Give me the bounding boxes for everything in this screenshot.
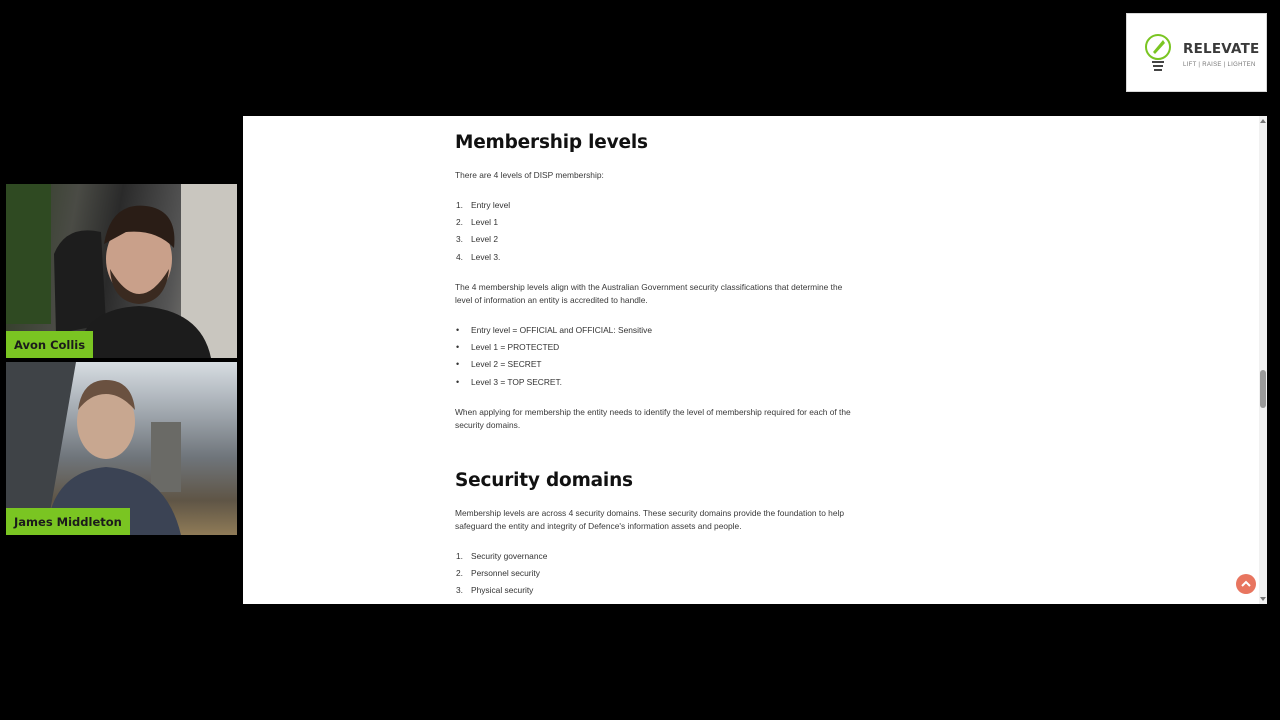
list-item: 1. Entry level bbox=[456, 200, 511, 210]
list-item: • Level 2 = SECRET bbox=[456, 359, 542, 369]
lightbulb-rocket-icon bbox=[1143, 32, 1177, 76]
chevron-up-icon bbox=[1236, 574, 1256, 594]
applying-text: When applying for membership the entity needs to identify the level of membership required for each of the security domains. bbox=[455, 407, 851, 430]
list-item: • Level 1 = PROTECTED bbox=[456, 342, 560, 352]
vertical-scrollbar[interactable] bbox=[1259, 116, 1267, 604]
participant-name-tag: Avon Collis bbox=[6, 331, 93, 358]
security-domains-heading: Security domains bbox=[455, 470, 633, 491]
bullet-icon: • bbox=[456, 342, 460, 352]
membership-intro: There are 4 levels of DISP membership: bbox=[455, 170, 604, 180]
relevate-logo bbox=[1126, 13, 1267, 92]
security-domains-intro: Membership levels are across 4 security domains. These security domains provide the foundation to help safeguard the entity and integrity of Defence's information assets and people. bbox=[455, 508, 845, 531]
participant-video-tile bbox=[6, 184, 237, 358]
logo-name: RELEVATE bbox=[1183, 41, 1260, 57]
logo-tagline: LIFT | RAISE | LIGHTEN bbox=[1183, 62, 1256, 68]
bullet-icon: • bbox=[456, 377, 460, 387]
list-item: 1. Security governance bbox=[456, 551, 548, 561]
participant-video-tile bbox=[6, 362, 237, 535]
list-item: • Level 3 = TOP SECRET. bbox=[456, 377, 563, 387]
list-item: 2. Personnel security bbox=[456, 568, 540, 578]
participant-name-tag: James Middleton bbox=[6, 508, 130, 535]
scroll-down-icon[interactable] bbox=[1260, 597, 1266, 601]
shared-screen bbox=[243, 116, 1267, 604]
list-item: 2. Level 1 bbox=[456, 217, 499, 227]
list-item: 3. Level 2 bbox=[456, 234, 499, 244]
scroll-thumb[interactable] bbox=[1260, 370, 1266, 408]
scroll-up-icon[interactable] bbox=[1260, 119, 1266, 123]
bullet-icon: • bbox=[456, 359, 460, 369]
bullet-icon: • bbox=[456, 325, 460, 335]
list-item: • Entry level = OFFICIAL and OFFICIAL: Sensitive bbox=[456, 325, 652, 335]
list-item: 3. Physical security bbox=[456, 585, 534, 595]
list-item: 4. Level 3. bbox=[456, 252, 501, 262]
back-to-top-button[interactable] bbox=[1236, 574, 1256, 594]
classification-align-text: The 4 membership levels align with the Australian Government security classifications that determine the level of information an entity is accredited to handle. bbox=[455, 282, 843, 305]
membership-levels-heading: Membership levels bbox=[455, 132, 648, 153]
